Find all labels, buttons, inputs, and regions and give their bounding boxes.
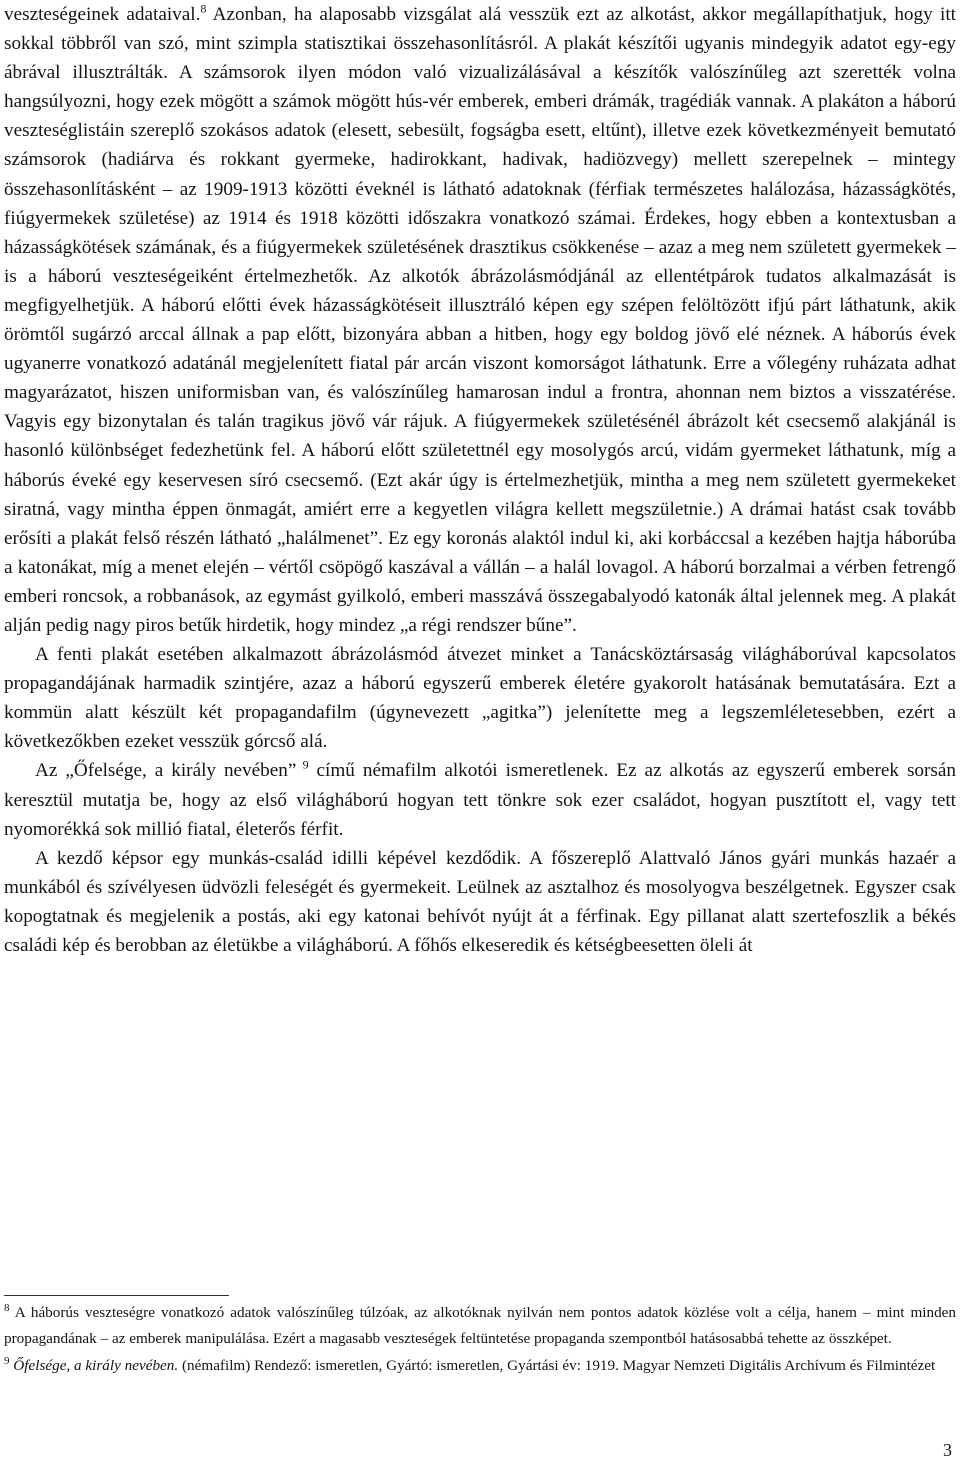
paragraph-text: Azonban, ha alaposabb vizsgálat alá vesszük ezt az alkotást, akkor megállapíthatjuk, hogy itt sokkal többről van szó, mint szimpla statisztikai összehasonlításról. A plakát készítői ugyanis mindegyik adatot egy-egy ábrával illusztrálták. A számsorok ilyen módon való vizualizálásával a készítők valószínűleg azt szerették volna hangsúlyozni, hogy ezek mögött a számok mögött hús-vér emberek, emberi drámák, tragédiák vannak. A plakáton a háború veszteséglistáin szereplő szokásos adatok (elesett, sebesült, fogságba esett, eltűnt), illetve ezek következményeit bemutató számsorok (hadiárva és rokkant gyermeke, hadirokkant, hadivak, hadiözvegy) mellett szerepelnek – mintegy összehasonlításként – az 1909-1913 közötti éveknél is látható adatoknak (férfiak természetes halálozása, házasságkötés, fiúgyermekek születése) az 1914 és 1918 közötti időszakra vonatkozó számai. Érdekes, hogy ebben a kontextusban a házasságkötések számának, és a fiúgyermekek születésének drasztikus csökkenése – azaz a meg nem született gyermekek – is a háború veszteségeiként értelmezhetők. Az alkotók ábrázolásmódjánál az ellentétpárok tudatos alkalmazását is megfigyelhetjük. A háború előtti évek házasságkötéseit illusztráló képen egy szépen felöltözött ifjú párt láthatunk, akik örömtől sugárzó arccal állnak a pap előtt, bizonyára abban a hitben, hogy egy boldog jövő elé néznek. A háborús évek ugyanerre vonatkozó adatánál megjelenített fiatal pár arcán viszont komorságot láthatunk. Erre a vőlegény ruházata adhat magyarázatot, hiszen uniformisban van, és valószínűleg hamarosan indul a frontra, ahonnan nem biztos a visszatérése. Vagyis egy bizonytalan és talán tragikus jövő vár rájuk. A fiúgyermekek születésénél ábrázolt két csecsemő alakjánál is hasonló különbséget fedezhetünk fel. A háború előtt születettnél egy mosolygós arcú, vidám gyermeket láthatunk, míg a háborús éveké egy keservesen síró csecsemő. (Ezt akár úgy is értelmezhetjük, mintha a meg nem született gyermekeket siratná, vagy mintha éppen önmagát, amiért erre a kegyetlen világra kellett megszületnie.) A drámai hatást csak tovább erősíti a plakát felső részén látható „halálmenet”. Ez egy koronás alaktól indul ki, aki korbáccsal a kezében hajtja háborúba a katonákat, míg a menet elején – vértől csöpögő kaszával a vállán – a halál lovagol. A háború borzalmai a vérben fetrengő emberi roncsok, a robbanások, az egymást gyilkoló, emberi masszává összegabalyodó katonák által jelennek meg. A plakát alján pedig nagy piros betűk hirdetik, hogy mindez „a régi rendszer bűne”. [4,4,956,636]
paragraph-text: című némafilm alkotói ismeretlenek. Ez az alkotás az egyszerű emberek sorsán keresztül mutatja be, hogy az első világháború hogyan tett tönkre sok ezer családot, hogyan pusztított el, vagy tett nyomorékká sok millió fiatal, életerős férfit. [4,760,956,840]
footnote-9 [4,1353,956,1379]
paragraph-film-intro [4,756,956,843]
footnotes-section [4,1300,956,1379]
footnote-reference-9[interactable]: 9 [296,758,309,773]
document-page [4,0,956,960]
footnote-separator [4,1295,229,1296]
paragraph-poster-analysis [4,0,956,640]
footnote-film-title: Őfelsége, a király nevében. [9,1357,179,1374]
footnote-text: (némafilm) Rendező: ismeretlen, Gyártó: ismeretlen, Gyártási év: 1919. Magyar Nemzeti Digitális Archívum és Filmintézet [178,1357,936,1374]
page-number: 3 [943,1440,952,1460]
footnote-text: A háborús veszteségre vonatkozó adatok valószínűleg túlzóak, az alkotóknak nyilván nem pontos adatok közlése volt a célja, hanem – mint minden propagandának – az emberek manipulálása. Ezért a magasabb veszteségek feltüntetése propaganda szempontból hatásosabbá tehette az összképet. [4,1304,956,1347]
footnote-8 [4,1300,956,1351]
paragraph-propaganda-level: A fenti plakát esetében alkalmazott ábrázolásmód átvezet minket a Tanácsköztársaság világháborúval kapcsolatos propagandájának harmadik szintjére, azaz a háború egyszerű emberek életére gyakorolt hatásának bemutatására. Ezt a kommün alatt készült két propagandafilm (úgynevezett „agitka”) jelenítette meg a legszemléletesebben, ezért a következőkben ezeket vesszük górcső alá. [4,644,956,753]
paragraph-text: Az „Őfelsége, a király nevében” [35,760,297,782]
footnote-number: 9 [4,1354,10,1367]
footnote-reference-8[interactable]: 8 [200,1,207,16]
footnote-number: 8 [4,1301,10,1314]
paragraph-film-opening: A kezdő képsor egy munkás-család idilli képével kezdődik. A főszereplő Alattvaló János gyári munkás hazaér a munkából és szívélyesen üdvözli feleségét és gyermekeit. Leülnek az asztalhoz és mosolyogva beszélgetnek. Egyszer csak kopogtatnak és megjelenik a postás, aki egy katonai behívót nyújt át a férfinak. Egy pillanat alatt szertefoszlik a békés családi kép és berobban az életükbe a világháború. A főhős elkeseredik és kétségbeesetten öleli át [4,847,956,956]
paragraph-text: veszteségeinek adataival. [4,4,201,25]
